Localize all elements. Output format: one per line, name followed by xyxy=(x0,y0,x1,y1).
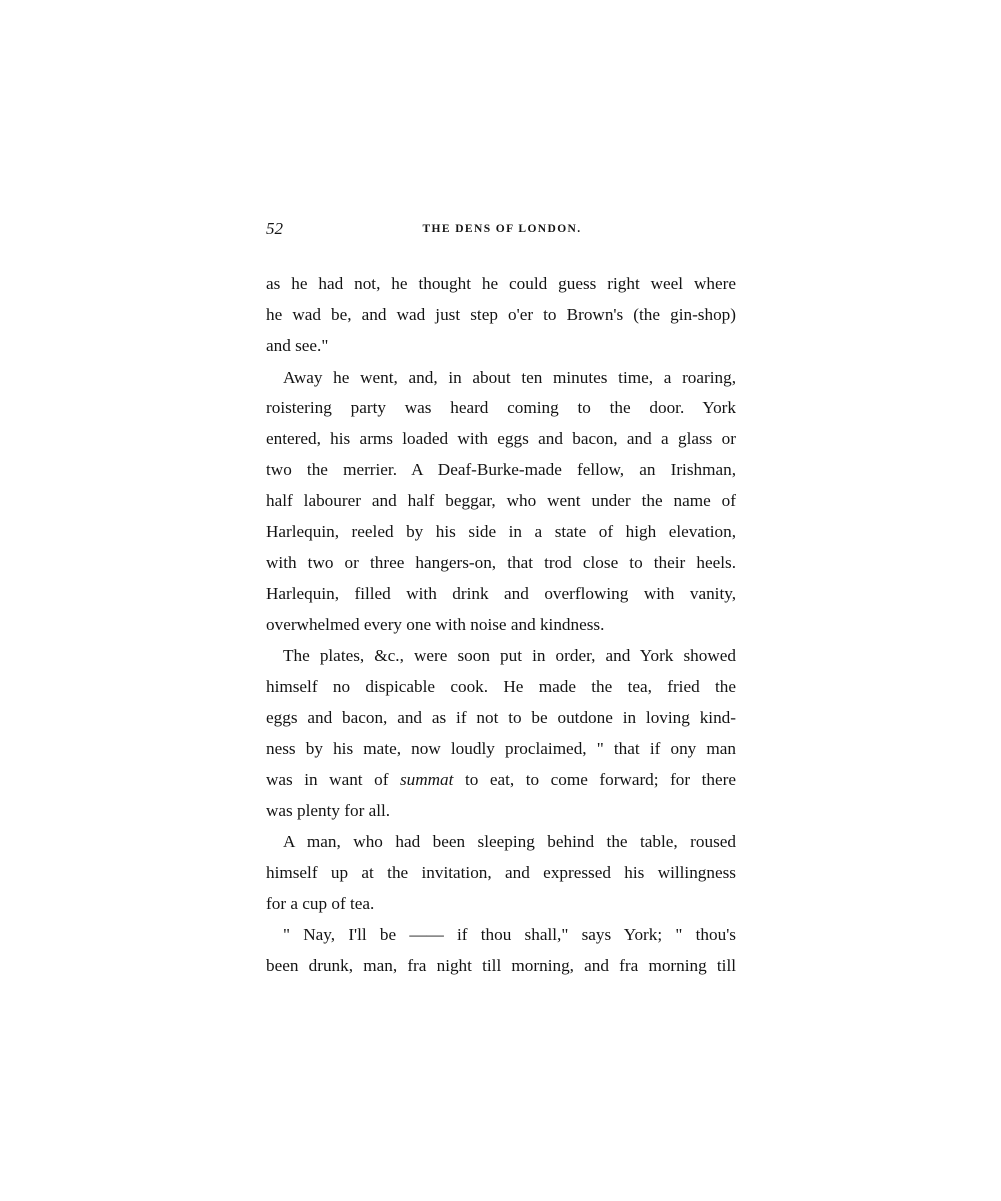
text-line: overwhelmed every one with noise and kindness. xyxy=(266,615,605,634)
text-line: two the merrier. A Deaf-Burke-made fellow, an Irishman, xyxy=(266,460,736,479)
text-line: Harlequin, filled with drink and overflowing with vanity, xyxy=(266,584,736,603)
text-line: Harlequin, reeled by his side in a state of high elevation, xyxy=(266,522,736,541)
text-line: eggs and bacon, and as if not to be outdone in loving kind- xyxy=(266,708,736,727)
text-line: The plates, &c., were soon put in order, and York showed xyxy=(283,646,736,665)
text-line: ness by his mate, now loudly proclaimed, " that if ony man xyxy=(266,739,736,758)
text-line: for a cup of tea. xyxy=(266,894,375,913)
text-line: was plenty for all. xyxy=(266,801,391,820)
text-line: he wad be, and wad just step o'er to Brown's (the gin-shop) xyxy=(266,305,736,324)
text-line: roistering party was heard coming to the door. York xyxy=(266,398,736,417)
text-segment: was in want of xyxy=(266,770,389,789)
text-line: been drunk, man, fra night till morning, and fra morning till xyxy=(266,956,736,975)
page-number: 52 xyxy=(266,219,283,238)
italic-word: summat xyxy=(399,770,454,789)
text-line: as he had not, he thought he could guess right weel where xyxy=(266,274,736,293)
running-title: THE DENS OF LONDON. xyxy=(422,223,582,235)
text-line: himself up at the invitation, and expressed his willingness xyxy=(266,863,736,882)
text-line: A man, who had been sleeping behind the table, roused xyxy=(283,832,736,851)
text-segment: to eat, to come forward; for there xyxy=(464,770,737,789)
running-head xyxy=(266,218,738,240)
text-line: himself no dispicable cook. He made the tea, fried the xyxy=(266,677,736,696)
text-line: with two or three hangers-on, that trod close to their heels. xyxy=(266,553,736,572)
text-line: half labourer and half beggar, who went under the name of xyxy=(266,491,736,510)
text-line: Away he went, and, in about ten minutes time, a roaring, xyxy=(283,368,736,387)
text-line: entered, his arms loaded with eggs and bacon, and a glass or xyxy=(266,429,736,448)
text-line: " Nay, I'll be —— if thou shall," says York; " thou's xyxy=(283,925,736,944)
text-line: and see." xyxy=(266,336,329,355)
text-line-with-italic xyxy=(266,766,736,794)
